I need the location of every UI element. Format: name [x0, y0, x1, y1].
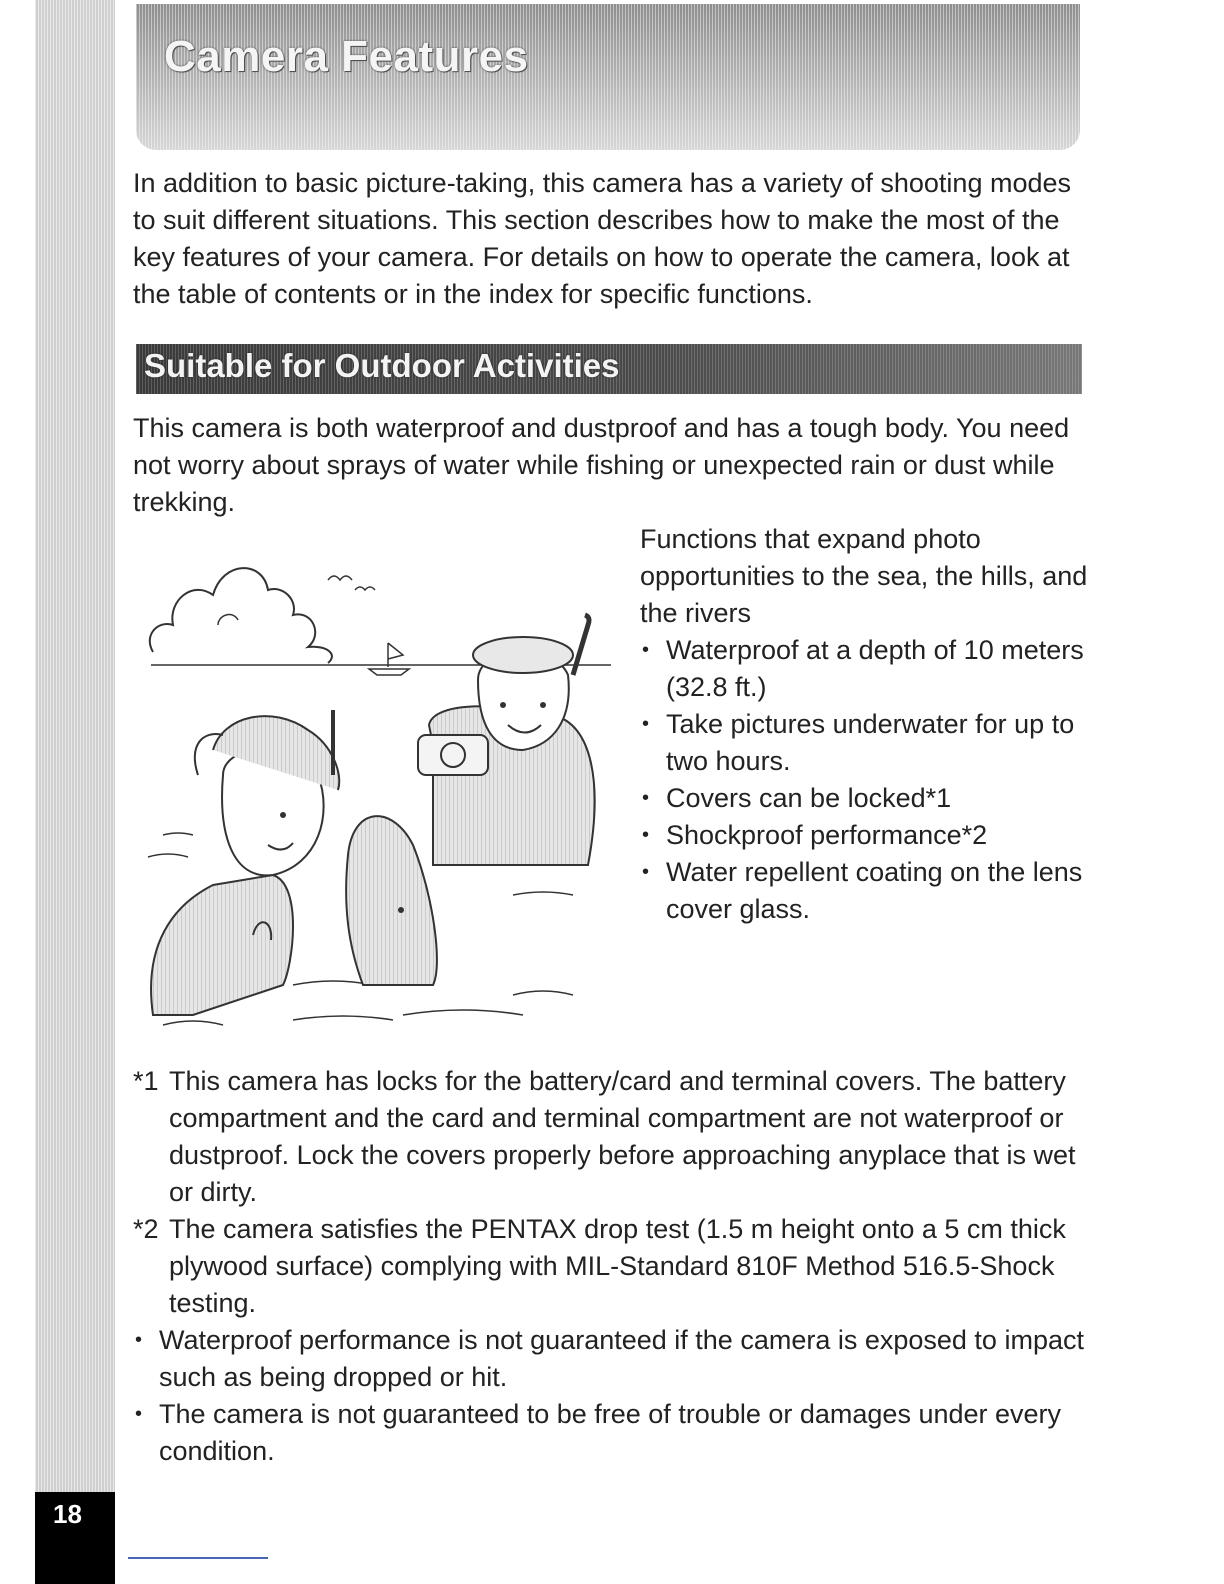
footnote-1: [133, 1063, 1088, 1211]
intro-paragraph: In addition to basic picture-taking, this camera has a variety of shooting modes to suit different situations. This section describes how to make the most of the key features of your camera. For details on how to operate the camera, look at the table of contents or in the index for specific functions.: [133, 168, 1071, 309]
section-paragraph: This camera is both waterproof and dustproof and has a tough body. You need not worry about sprays of water while fishing or unexpected rain or dust while trekking.: [133, 413, 1070, 517]
footnote-text: This camera has locks for the battery/card and terminal covers. The battery compartment and the card and terminal compartment are not waterproof or dustproof. Lock the covers properly before approaching anyplace that is wet or dirty.: [169, 1066, 1076, 1207]
page-number: 18: [53, 1499, 82, 1529]
feature-item: • Water repellent coating on the lens cover glass.: [640, 854, 1090, 928]
cloud-icon: [150, 568, 332, 663]
feature-list: [640, 632, 1090, 928]
feature-list-block: [640, 521, 1090, 928]
chapter-title-banner: [136, 4, 1080, 150]
camera-icon: [418, 735, 488, 775]
feature-lead: Functions that expand photo opportunities to the sea, the hills, and the rivers: [640, 524, 1088, 628]
footnote-2: [133, 1211, 1088, 1322]
footnotes: [133, 1063, 1088, 1470]
page-number-tab: [35, 1492, 115, 1584]
caution-item: • Waterproof performance is not guaranteed if the camera is exposed to impact such as being dropped or hit.: [133, 1322, 1088, 1396]
feature-item: • Covers can be locked*1: [640, 780, 1090, 817]
side-tab-strip: [35, 0, 115, 1492]
section-heading-bar: [136, 344, 1082, 394]
page-title: Camera Features: [164, 32, 529, 81]
feature-item: • Waterproof at a depth of 10 meters (32.8 ft.): [640, 632, 1090, 706]
footnote-mark: *2: [133, 1214, 159, 1244]
diver-girl: [151, 875, 293, 1015]
feature-item: • Take pictures underwater for up to two hours.: [640, 706, 1090, 780]
section-title: Suitable for Outdoor Activities: [144, 347, 620, 384]
mask-icon: [473, 637, 573, 673]
footnote-text: The camera satisfies the PENTAX drop test (1.5 m height onto a 5 cm thick plywood surface) complying with MIL-Standard 810F Method 516.5-Shock testing.: [169, 1214, 1066, 1318]
footnote-mark: *1: [133, 1066, 159, 1096]
bird-icon: [328, 576, 352, 580]
snorkel-icon: [573, 615, 589, 675]
snorkeling-illustration: [133, 545, 623, 1040]
caution-item: • The camera is not guaranteed to be free of trouble or damages under every condition.: [133, 1396, 1088, 1470]
dolphin: [346, 816, 437, 985]
sailboat-icon: [388, 643, 403, 667]
feature-item: • Shockproof performance*2: [640, 817, 1090, 854]
footer-rule: [128, 1557, 268, 1559]
